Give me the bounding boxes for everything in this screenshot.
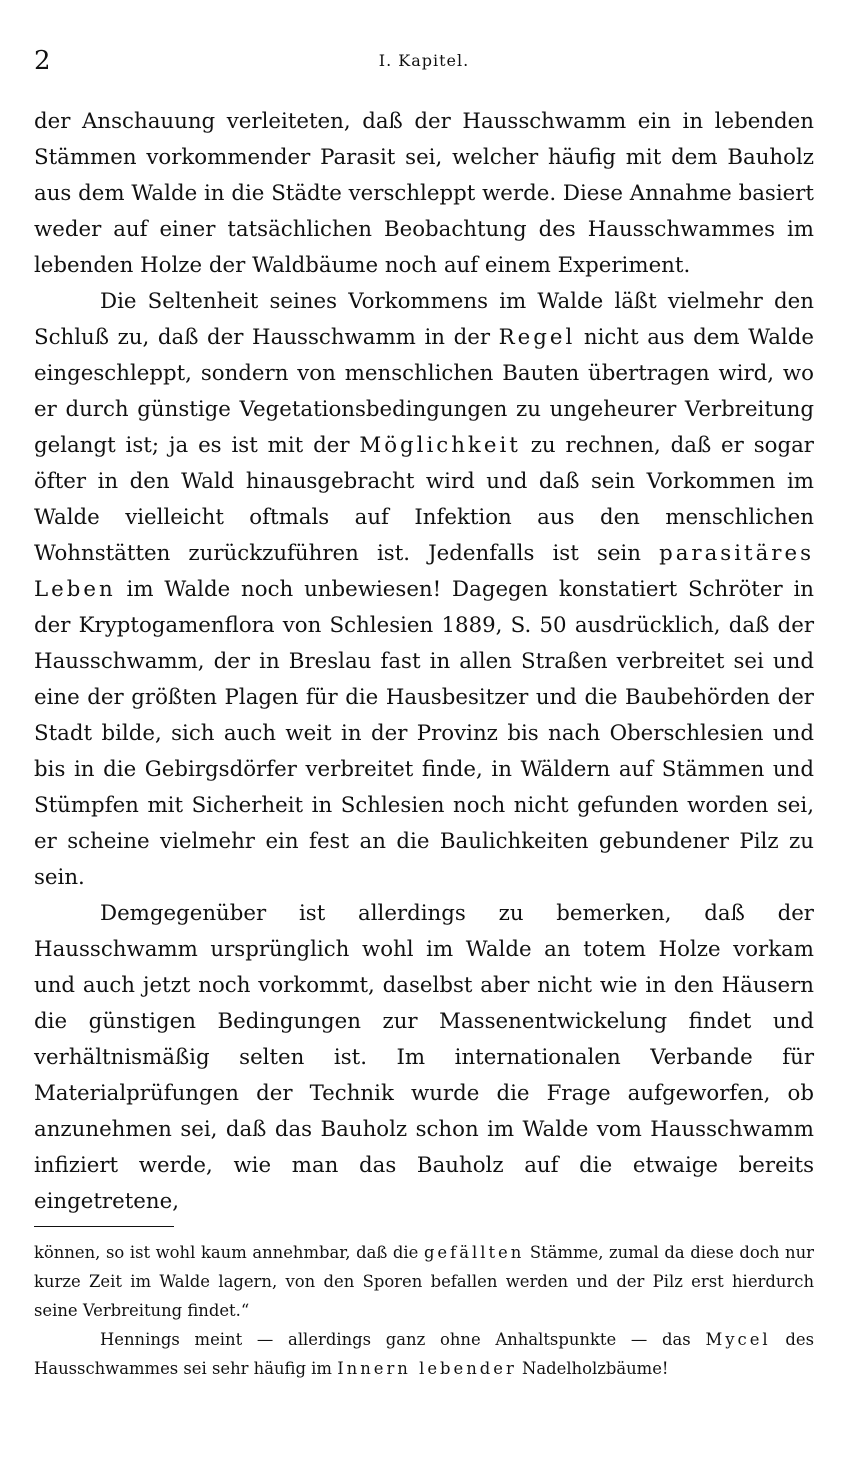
footnote-1-part-a: können, so ist wohl kaum annehmbar, daß die — [34, 1243, 424, 1262]
footnote-continuation — [34, 1238, 814, 1325]
emphasis-moeglichkeit: Möglichkeit — [359, 433, 521, 458]
footnote-2-part-e: Nadelholzbäume! — [516, 1359, 669, 1378]
paragraph-2-part-c: nicht aus dem Walde eingeschleppt, sondern von menschlichen Bauten übertragen wird, wo er durch günstige Vegetationsbedingungen zu ungeheurer Verbreitung gelangt ist; ja es ist mit der — [34, 325, 814, 458]
emphasis-regel: Regel — [498, 325, 576, 350]
footnote-hennings — [34, 1325, 814, 1383]
page-header — [34, 46, 814, 76]
footnotes — [34, 1238, 814, 1383]
paragraph-2 — [34, 284, 814, 896]
emphasis-gefaellten: gefällten — [423, 1243, 525, 1262]
emphasis-innern-lebender: Innern lebender — [337, 1359, 517, 1378]
footnote-2-part-c: des Hausschwammes sei sehr häufig im — [34, 1330, 814, 1378]
page-number: 2 — [34, 46, 51, 76]
paragraph-1: der Anschauung verleiteten, daß der Hausschwamm ein in lebenden Stämmen vorkommender Parasit sei, welcher häufig mit dem Bauholz aus dem Walde in die Städte verschleppt werde. Diese Annahme basiert weder auf einer tatsächlichen Beobachtung des Hausschwammes im lebenden Holze der Waldbäume noch auf einem Experiment. — [34, 109, 814, 278]
running-head: I. Kapitel. — [378, 51, 470, 70]
paragraph-2-part-a: Die Seltenheit seines Vorkommens im Walde läßt vielmehr den Schluß zu, daß der Hausschwamm in der — [34, 289, 814, 350]
body-text — [34, 104, 814, 1220]
emphasis-parasitaeres-leben: parasitäres Leben — [34, 541, 814, 602]
paragraph-3: Demgegenüber ist allerdings zu bemerken, daß der Hausschwamm ursprünglich wohl im Walde an totem Holze vorkam und auch jetzt noch vorkommt, daselbst aber nicht wie in den Häusern die günstigen Bedingungen zur Massenentwickelung findet und verhältnismäßig selten ist. Im internationalen Verbande für Materialprüfungen der Technik wurde die Frage aufgeworfen, ob anzunehmen sei, daß das Bauholz schon im Walde vom Hausschwamm infiziert werde, wie man das Bauholz auf die etwaige bereits eingetretene, — [34, 901, 814, 1214]
emphasis-mycel: Mycel — [705, 1330, 771, 1349]
footnote-1-part-c: Stämme, zumal da diese doch nur kurze Zeit im Walde lagern, von den Sporen befallen werden und der Pilz erst hierdurch seine Verbreitung findet.“ — [34, 1243, 814, 1320]
paragraph-2-part-e: zu rechnen, daß er sogar öfter in den Wald hinausgebracht wird und daß sein Vorkommen im Walde vielleicht oftmals auf Infektion aus den menschlichen Wohnstätten zurückzuführen ist. Jedenfalls ist sein — [34, 433, 814, 566]
footnote-2-part-a: Hennings meint — allerdings ganz ohne Anhaltspunkte — das — [100, 1330, 706, 1349]
paragraph-2-part-g: im Walde noch unbewiesen! Dagegen konstatiert Schröter in der Kryptogamenflora von Schlesien 1889, S. 50 ausdrücklich, daß der Hausschwamm, der in Breslau fast in allen Straßen verbreitet sei und eine der größten Plagen für die Hausbesitzer und die Baubehörden der Stadt bilde, sich auch weit in der Provinz bis nach Oberschlesien und bis in die Gebirgsdörfer verbreitet finde, in Wäldern auf Stämmen und Stümpfen mit Sicherheit in Schlesien noch nicht gefunden worden sei, er scheine vielmehr ein fest an die Baulichkeiten gebundener Pilz zu sein. — [34, 577, 814, 890]
footnote-divider — [34, 1226, 174, 1227]
